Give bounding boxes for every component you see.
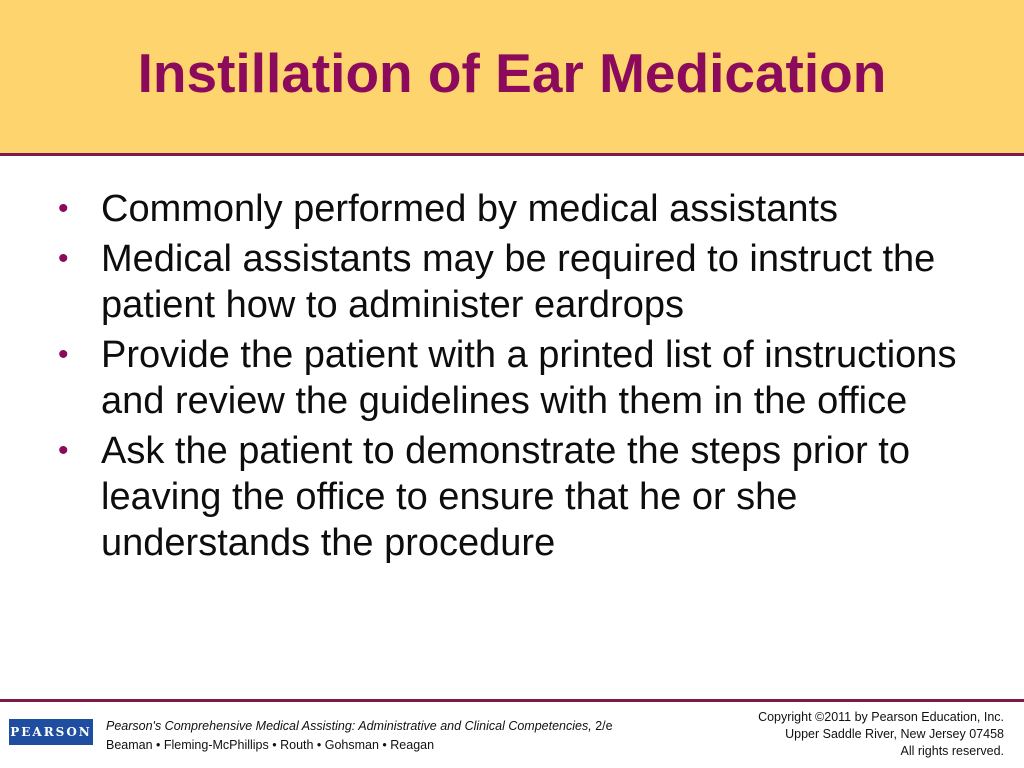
book-title: Pearson's Comprehensive Medical Assisting: Administrative and Clinical Competencies,: [106, 719, 592, 733]
bullet-icon: •: [58, 242, 69, 275]
copyright-line-2: Upper Saddle River, New Jersey 07458: [785, 727, 1004, 741]
book-authors: Beaman • Fleming-McPhillips • Routh • Gohsman • Reagan: [106, 738, 435, 752]
bullet-text: Provide the patient with a printed list of instructions and review the guidelines with them in the office: [101, 334, 957, 422]
slide-title: Instillation of Ear Medication: [137, 42, 887, 104]
copyright-notice: [758, 709, 1004, 760]
bullet-text: Medical assistants may be required to instruct the patient how to administer eardrops: [101, 238, 936, 326]
bullet-icon: •: [58, 434, 69, 467]
footer-divider: [0, 699, 1024, 702]
bullet-icon: •: [58, 192, 69, 225]
copyright-line-1: Copyright ©2011 by Pearson Education, Inc.: [758, 710, 1004, 724]
bullet-text: Commonly performed by medical assistants: [101, 188, 839, 230]
bullet-item-1: [58, 186, 988, 232]
book-edition: 2/e: [595, 719, 613, 733]
bullet-item-4: [58, 428, 988, 566]
copyright-line-3: All rights reserved.: [900, 744, 1004, 758]
bullet-list: [58, 186, 988, 570]
book-title-line: [106, 717, 613, 736]
bullet-item-3: [58, 332, 988, 424]
bullet-icon: •: [58, 338, 69, 371]
pearson-logo: PEARSON: [9, 719, 93, 745]
bullet-text: Ask the patient to demonstrate the steps prior to leaving the office to ensure that he or she understands the procedure: [101, 430, 911, 564]
header-divider: [0, 153, 1024, 156]
book-citation: [106, 717, 613, 755]
bullet-item-2: [58, 236, 988, 328]
